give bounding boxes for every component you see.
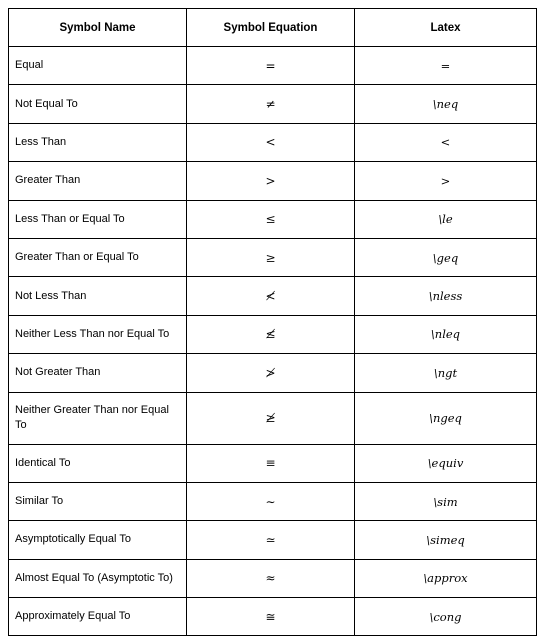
symbol-name-cell: Not Less Than xyxy=(9,277,187,315)
table-row xyxy=(9,392,537,444)
latex-cell: \geq xyxy=(355,238,537,276)
table-row xyxy=(9,238,537,276)
table-row xyxy=(9,277,537,315)
symbol-name-cell: Less Than xyxy=(9,123,187,161)
symbol-equation-cell: ≈ xyxy=(187,559,355,597)
latex-cell: \equiv xyxy=(355,444,537,482)
symbol-name-cell: Approximately Equal To xyxy=(9,598,187,636)
symbol-name-cell: Less Than or Equal To xyxy=(9,200,187,238)
symbol-name-cell: Greater Than or Equal To xyxy=(9,238,187,276)
header-symbol-name: Symbol Name xyxy=(9,9,187,47)
symbol-equation-cell: ≮ xyxy=(187,277,355,315)
symbol-equation-cell: ≤ xyxy=(187,200,355,238)
symbol-name-cell: Not Equal To xyxy=(9,85,187,123)
table-row xyxy=(9,354,537,392)
latex-cell: \nless xyxy=(355,277,537,315)
latex-cell: \nleq xyxy=(355,315,537,353)
latex-cell: \neq xyxy=(355,85,537,123)
symbol-name-cell: Neither Greater Than nor Equal To xyxy=(9,392,187,444)
symbol-equation-cell: ≡ xyxy=(187,444,355,482)
latex-cell: \ngt xyxy=(355,354,537,392)
latex-cell: \sim xyxy=(355,482,537,520)
table-header-row xyxy=(9,9,537,47)
table-row xyxy=(9,47,537,85)
symbol-equation-cell: ≰ xyxy=(187,315,355,353)
symbol-name-cell: Identical To xyxy=(9,444,187,482)
table-row xyxy=(9,598,537,636)
table-row xyxy=(9,482,537,520)
latex-cell: \le xyxy=(355,200,537,238)
symbol-equation-cell: ≃ xyxy=(187,521,355,559)
latex-cell: \approx xyxy=(355,559,537,597)
table-row xyxy=(9,315,537,353)
symbol-name-cell: Neither Less Than nor Equal To xyxy=(9,315,187,353)
symbol-equation-cell: ∼ xyxy=(187,482,355,520)
latex-cell: \simeq xyxy=(355,521,537,559)
symbol-name-cell: Similar To xyxy=(9,482,187,520)
header-latex: Latex xyxy=(355,9,537,47)
latex-cell: \ngeq xyxy=(355,392,537,444)
latex-cell: > xyxy=(355,162,537,200)
symbol-table xyxy=(8,8,537,636)
symbol-name-cell: Not Greater Than xyxy=(9,354,187,392)
table-row xyxy=(9,85,537,123)
symbol-equation-cell: ≠ xyxy=(187,85,355,123)
symbol-name-cell: Asymptotically Equal To xyxy=(9,521,187,559)
latex-cell: \cong xyxy=(355,598,537,636)
symbol-equation-cell: ≥ xyxy=(187,238,355,276)
table-row xyxy=(9,123,537,161)
symbol-name-cell: Equal xyxy=(9,47,187,85)
table-row xyxy=(9,162,537,200)
latex-cell: = xyxy=(355,47,537,85)
symbol-equation-cell: < xyxy=(187,123,355,161)
header-symbol-equation: Symbol Equation xyxy=(187,9,355,47)
table-row xyxy=(9,521,537,559)
symbol-equation-cell: ≅ xyxy=(187,598,355,636)
symbol-equation-cell: > xyxy=(187,162,355,200)
symbol-equation-cell: ≯ xyxy=(187,354,355,392)
table-row xyxy=(9,559,537,597)
symbol-name-cell: Greater Than xyxy=(9,162,187,200)
latex-cell: < xyxy=(355,123,537,161)
symbol-table-container xyxy=(8,8,537,636)
table-row xyxy=(9,200,537,238)
symbol-equation-cell: ≱ xyxy=(187,392,355,444)
symbol-name-cell: Almost Equal To (Asymptotic To) xyxy=(9,559,187,597)
table-row xyxy=(9,444,537,482)
symbol-equation-cell: = xyxy=(187,47,355,85)
